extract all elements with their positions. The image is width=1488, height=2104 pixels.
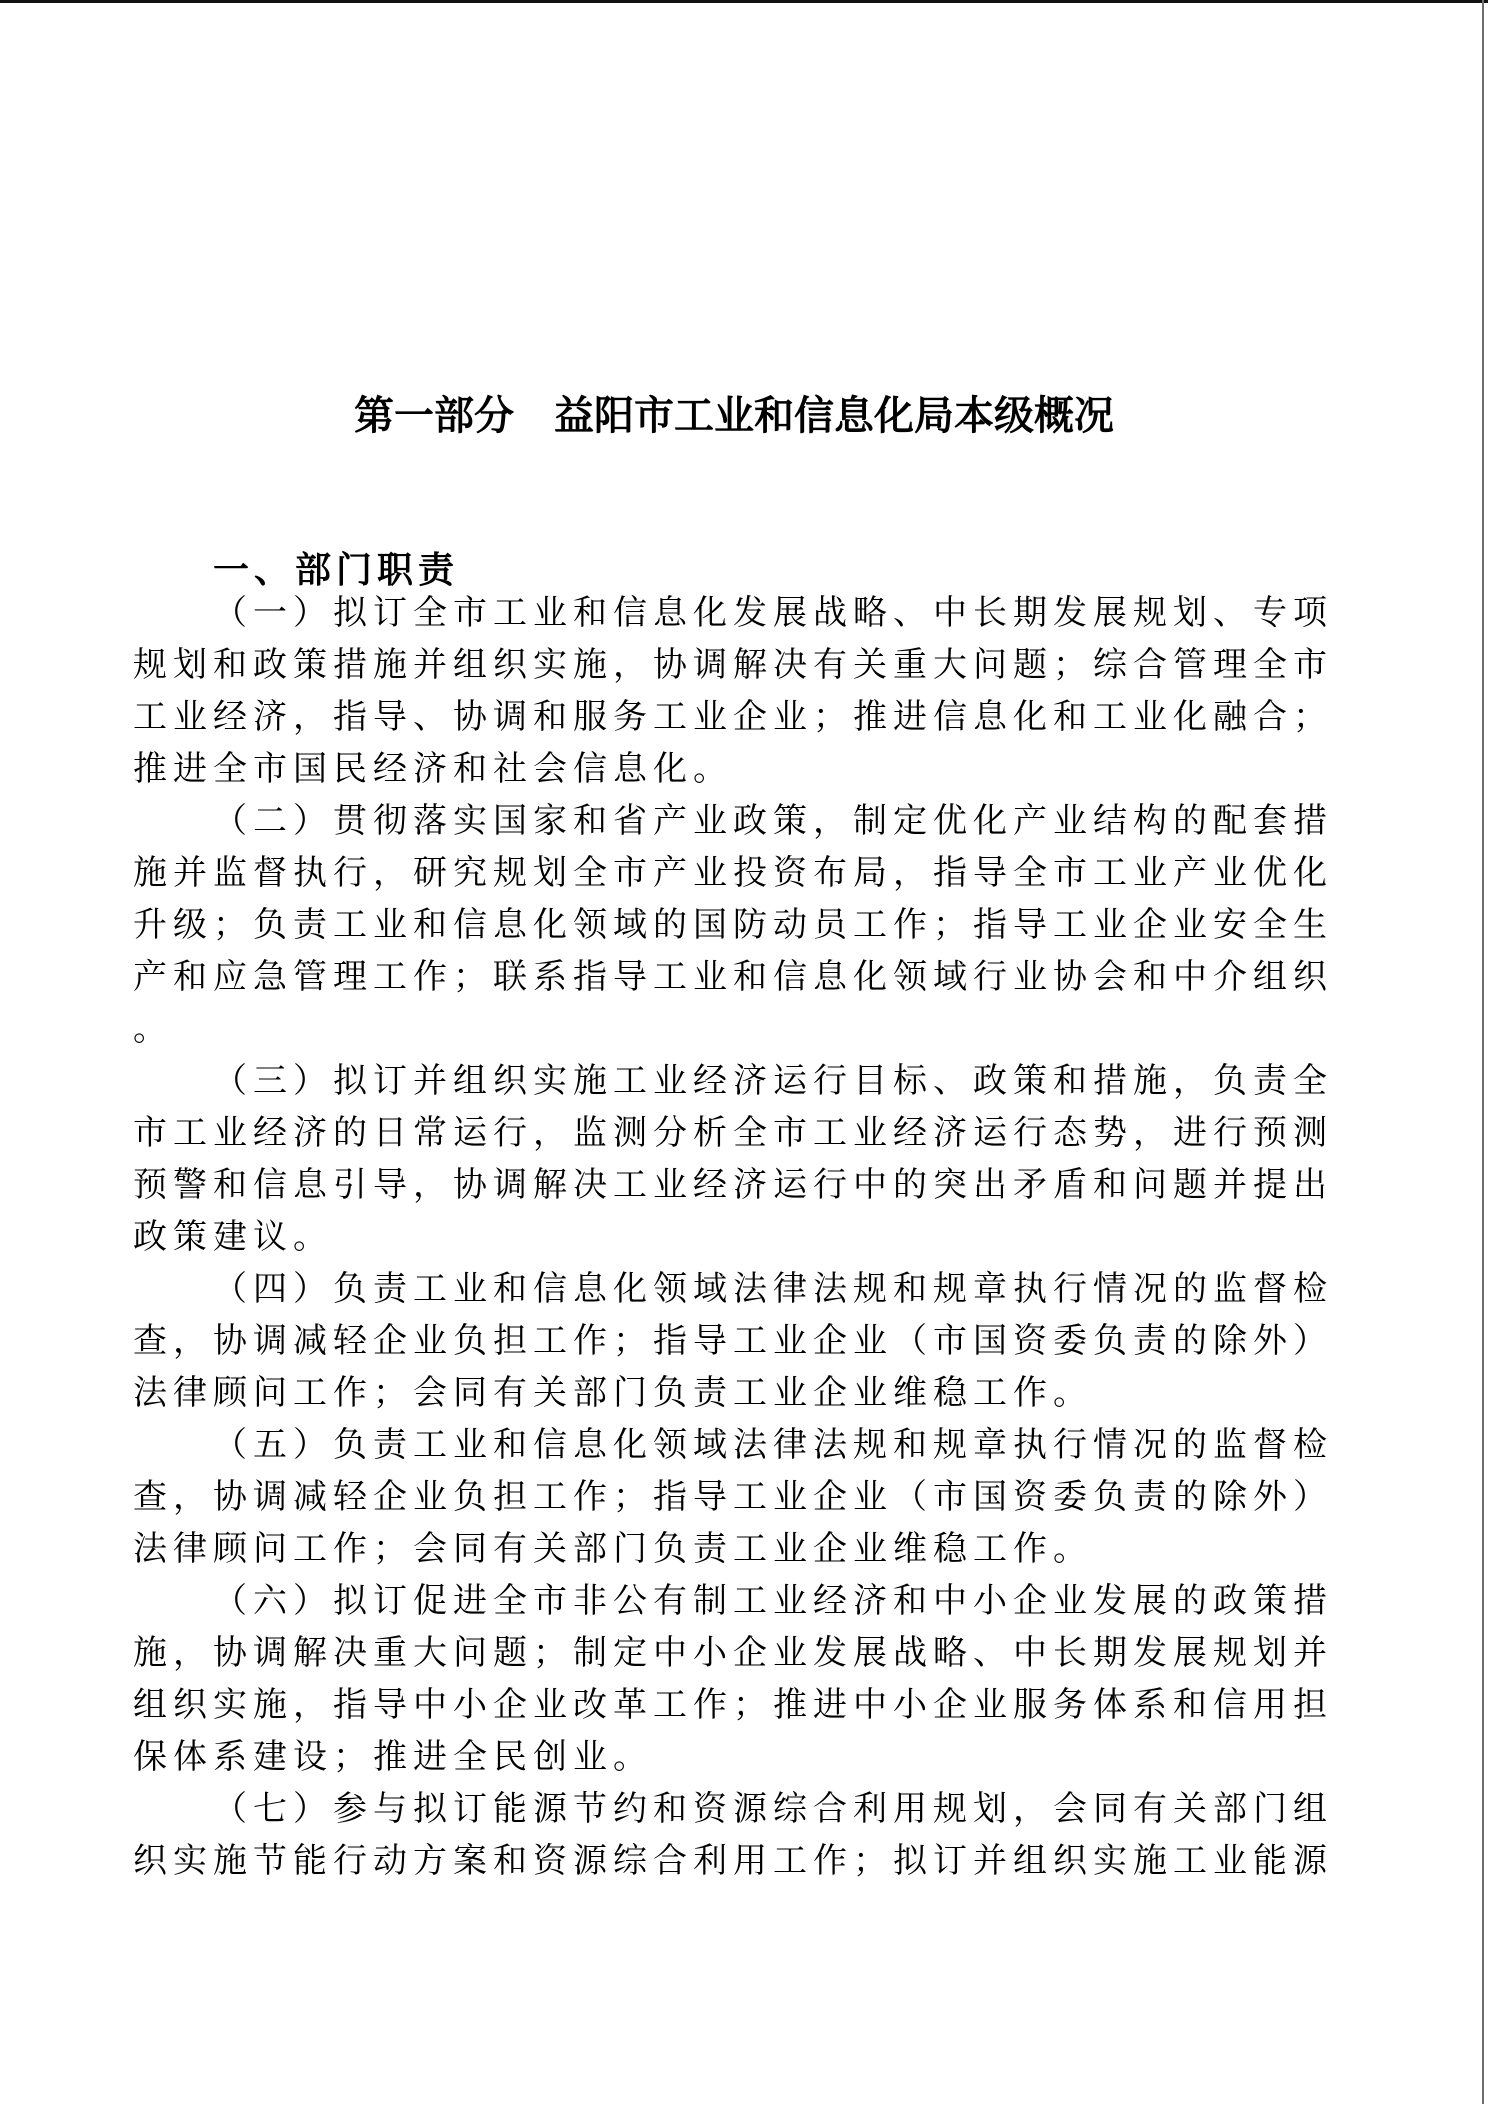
body-line: 查，协调减轻企业负担工作；指导工业企业（市国资委负责的除外） [133, 1323, 1333, 1360]
body-line: 产和应急管理工作；联系指导工业和信息化领域行业协会和中介组织 [133, 959, 1333, 996]
body-line: 施，协调解决重大问题；制定中小企业发展战略、中长期发展规划并 [133, 1635, 1333, 1672]
body-line: 政策建议。 [133, 1219, 333, 1256]
section-heading: 一、部门职责 [213, 550, 460, 590]
body-line: 保体系建设；推进全民创业。 [133, 1739, 653, 1776]
body-line: 规划和政策措施并组织实施，协调解决有关重大问题；综合管理全市 [133, 647, 1333, 684]
body-line: 升级；负责工业和信息化领域的国防动员工作；指导工业企业安全生 [133, 907, 1333, 944]
page-right-rule [1482, 0, 1484, 2104]
document-body [133, 588, 1373, 1888]
body-line: 推进全市国民经济和社会信息化。 [133, 751, 733, 788]
body-line: 。 [133, 1011, 173, 1048]
body-line: 法律顾问工作；会同有关部门负责工业企业维稳工作。 [133, 1375, 1093, 1412]
body-line: （二）贯彻落实国家和省产业政策，制定优化产业结构的配套措 [213, 803, 1333, 840]
document-title: 第一部分 益阳市工业和信息化局本级概况 [354, 393, 1114, 438]
body-line: （三）拟订并组织实施工业经济运行目标、政策和措施，负责全 [213, 1063, 1333, 1100]
body-line: 法律顾问工作；会同有关部门负责工业企业维稳工作。 [133, 1531, 1093, 1568]
body-line: 工业经济，指导、协调和服务工业企业；推进信息化和工业化融合； [133, 699, 1333, 736]
body-line: 织实施节能行动方案和资源综合利用工作；拟订并组织实施工业能源 [133, 1843, 1333, 1880]
body-line: 查，协调减轻企业负担工作；指导工业企业（市国资委负责的除外） [133, 1479, 1333, 1516]
body-line: （一）拟订全市工业和信息化发展战略、中长期发展规划、专项 [213, 595, 1333, 632]
body-line: 市工业经济的日常运行，监测分析全市工业经济运行态势，进行预测 [133, 1115, 1333, 1152]
body-line: （七）参与拟订能源节约和资源综合利用规划，会同有关部门组 [213, 1791, 1333, 1828]
body-line: （四）负责工业和信息化领域法律法规和规章执行情况的监督检 [213, 1271, 1333, 1308]
body-line: 施并监督执行，研究规划全市产业投资布局，指导全市工业产业优化 [133, 855, 1333, 892]
body-line: 预警和信息引导，协调解决工业经济运行中的突出矛盾和问题并提出 [133, 1167, 1333, 1204]
body-line: 组织实施，指导中小企业改革工作；推进中小企业服务体系和信用担 [133, 1687, 1333, 1724]
body-line: （五）负责工业和信息化领域法律法规和规章执行情况的监督检 [213, 1427, 1333, 1464]
page-top-border [0, 0, 1488, 3]
body-line: （六）拟订促进全市非公有制工业经济和中小企业发展的政策措 [213, 1583, 1333, 1620]
